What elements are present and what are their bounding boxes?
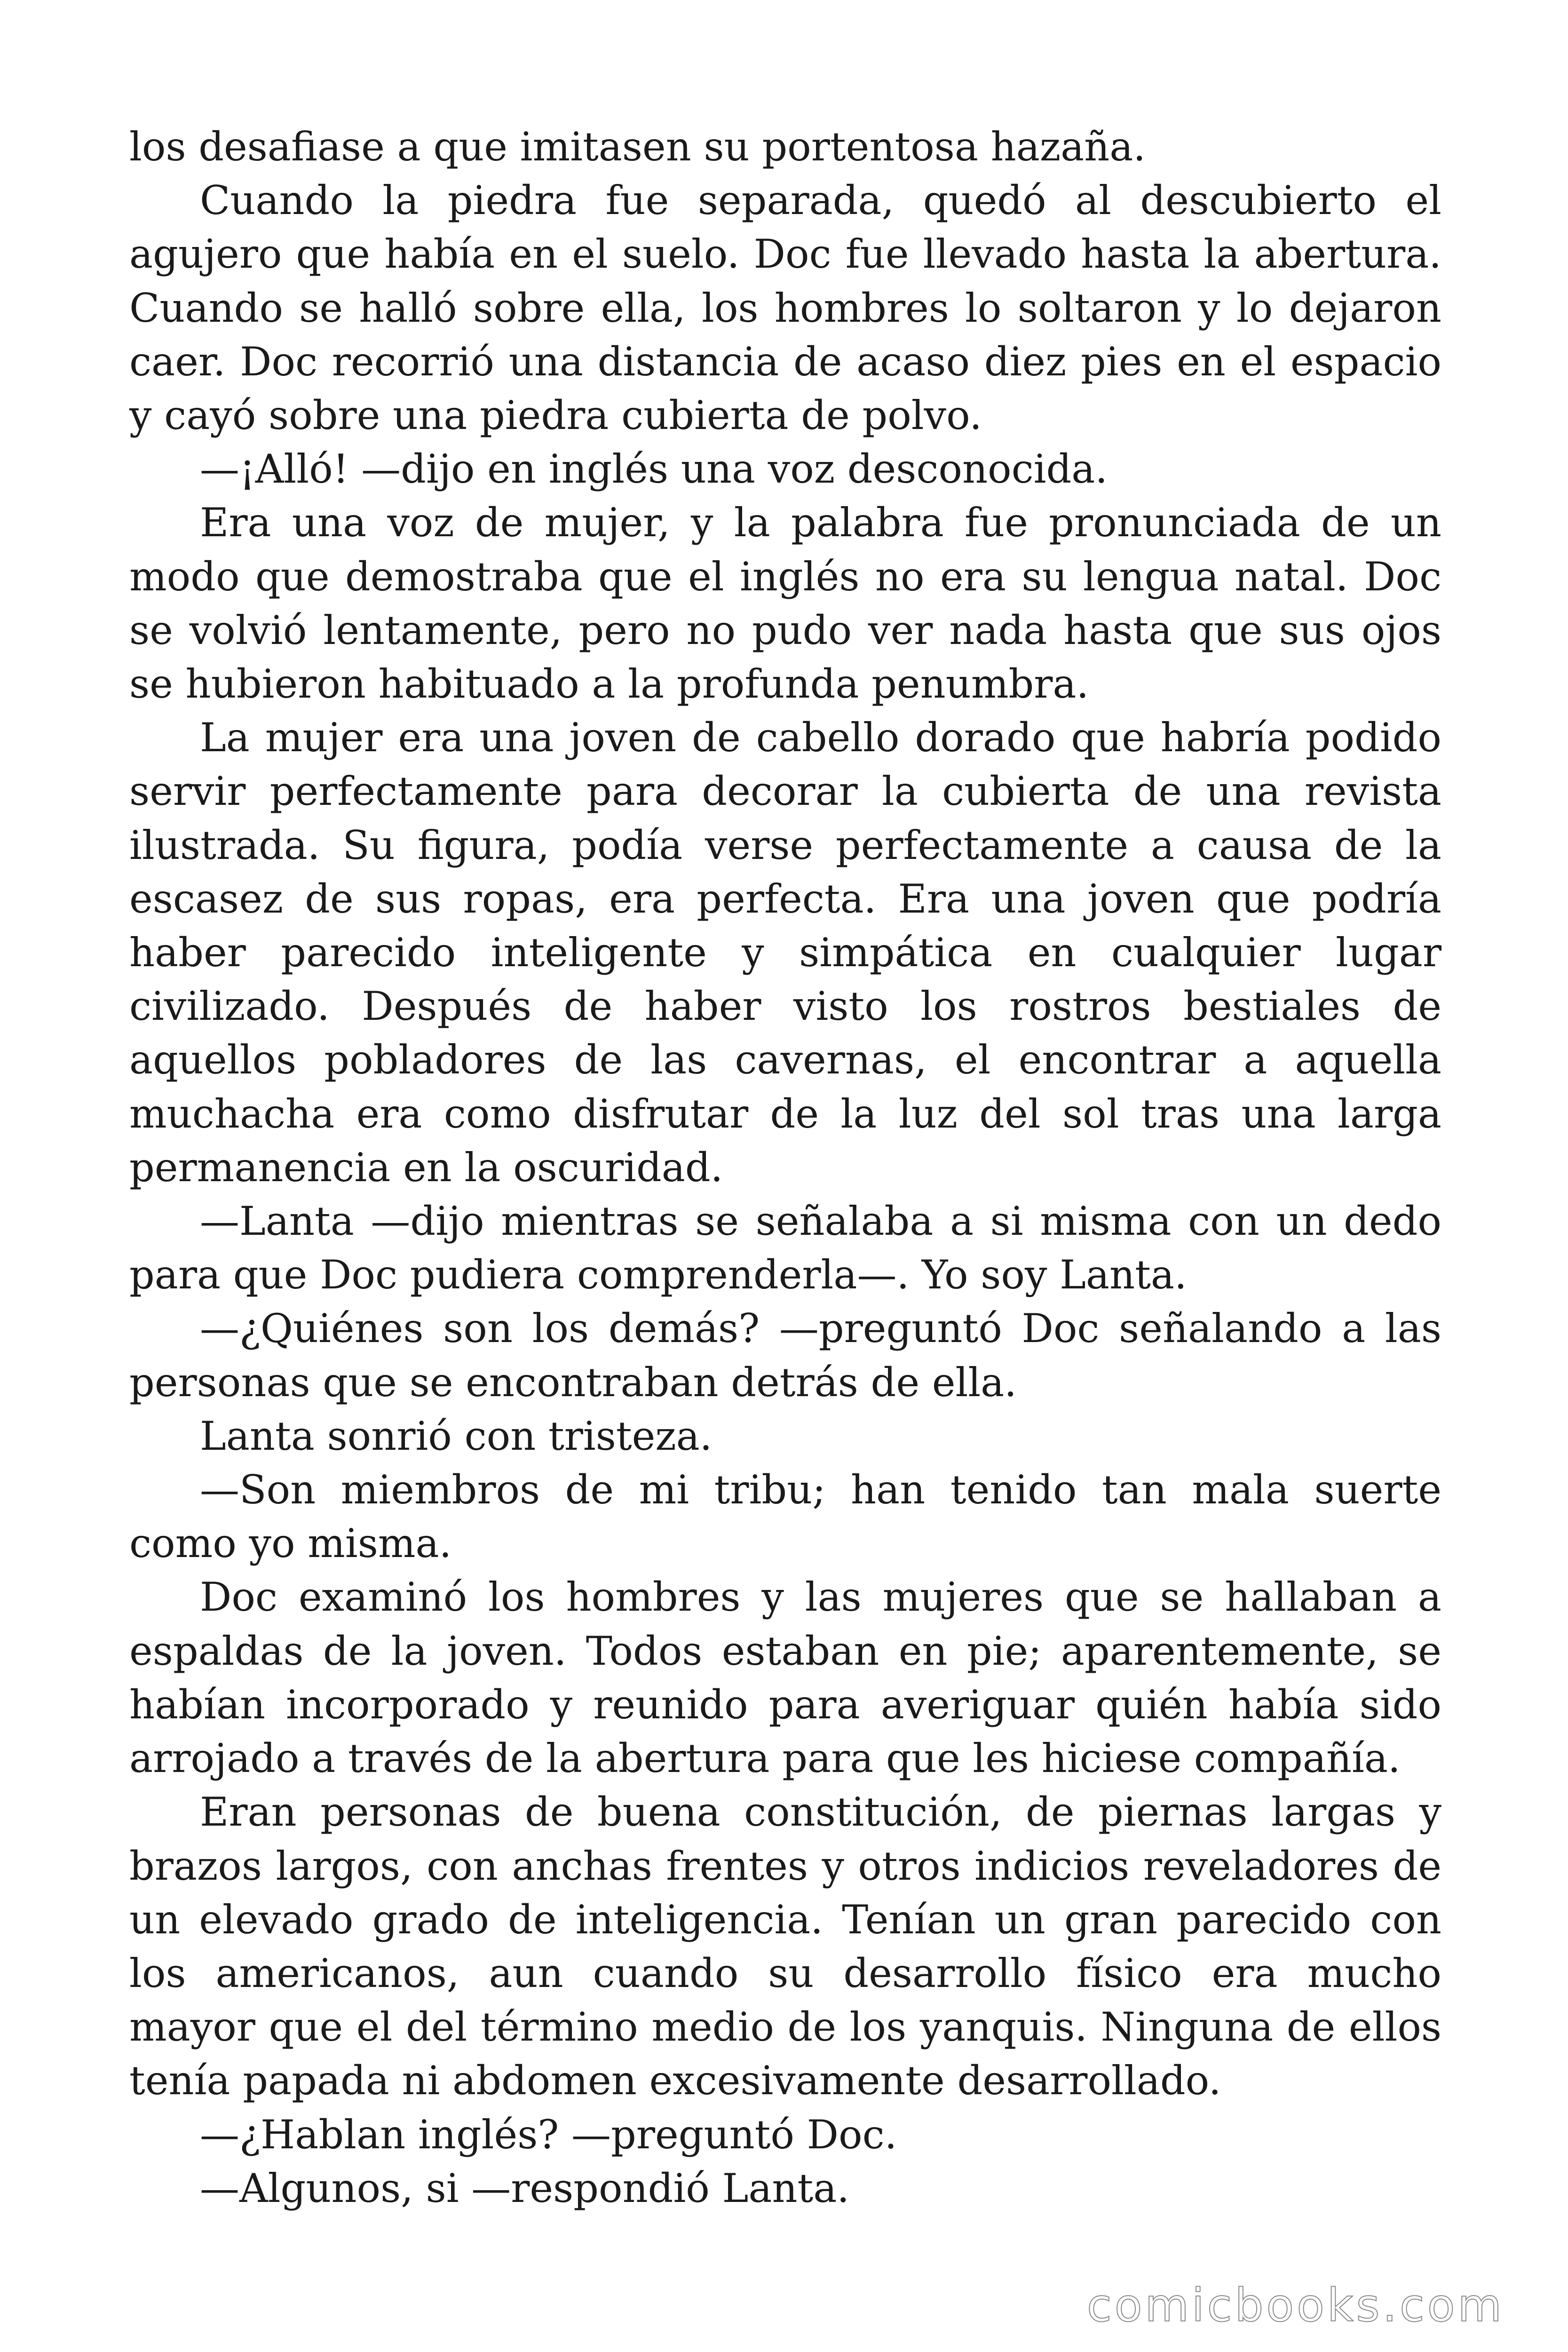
paragraph: —¿Hablan inglés? —preguntó Doc. bbox=[200, 2111, 897, 2158]
paragraph-continuation: los desafiase a que imitasen su portentosa hazaña. bbox=[129, 124, 1146, 170]
paragraph: Lanta sonrió con tristeza. bbox=[200, 1413, 713, 1459]
paragraph: La mujer era una joven de cabello dorado que habría podido servir perfectamente para decorar la cubierta de una revista ilustrada. Su figura, podía verse perfectamente a causa de la escasez de sus ropas, era perfecta. Era una joven que podría haber parecido inteligente y simpática en cualquier lugar civilizado. Después de haber visto los rostros bestiales de aquellos pobladores de las cavernas, el encontrar a aquella muchacha era como disfrutar de la luz del sol tras una larga permanencia en la oscuridad. bbox=[129, 715, 1441, 1191]
paragraph: Era una voz de mujer, y la palabra fue pronunciada de un modo que demostraba que el inglés no era su lengua natal. Doc se volvió lentamente, pero no pudo ver nada hasta que sus ojos se hubieron habituado a la profunda penumbra. bbox=[129, 500, 1441, 707]
watermark-text: comicbooks.com bbox=[1086, 2279, 1505, 2332]
paragraph: —Lanta —dijo mientras se señalaba a si misma con un dedo para que Doc pudiera comprenderla—. Yo soy Lanta. bbox=[129, 1198, 1441, 1298]
paragraph: —Son miembros de mi tribu; han tenido tan mala suerte como yo misma. bbox=[129, 1467, 1441, 1567]
paragraph: Cuando la piedra fue separada, quedó al descubierto el agujero que había en el suelo. Doc fue llevado hasta la abertura. Cuando se halló sobre ella, los hombres lo soltaron y lo dejaron caer. Doc recorrió una distancia de acaso diez pies en el espacio y cayó sobre una piedra cubierta de polvo. bbox=[129, 177, 1441, 439]
paragraph: —¡Alló! —dijo en inglés una voz desconocida. bbox=[200, 446, 1108, 493]
paragraph: Doc examinó los hombres y las mujeres que se hallaban a espaldas de la joven. Todos estaban en pie; aparentemente, se habían incorporado y reunido para averiguar quién había sido arrojado a través de la abertura para que les hiciese compañía. bbox=[129, 1574, 1441, 1782]
paragraph: —Algunos, si —respondió Lanta. bbox=[200, 2165, 850, 2211]
paragraph: —¿Quiénes son los demás? —preguntó Doc señalando a las personas que se encontraban detrás de ella. bbox=[129, 1305, 1441, 1406]
page-text bbox=[129, 120, 1441, 2215]
paragraph: Eran personas de buena constitución, de piernas largas y brazos largos, con anchas frentes y otros indicios reveladores de un elevado grado de inteligencia. Tenían un gran parecido con los americanos, aun cuando su desarrollo físico era mucho mayor que el del término medio de los yanquis. Ninguna de ellos tenía papada ni abdomen excesivamente desarrollado. bbox=[129, 1789, 1441, 2104]
